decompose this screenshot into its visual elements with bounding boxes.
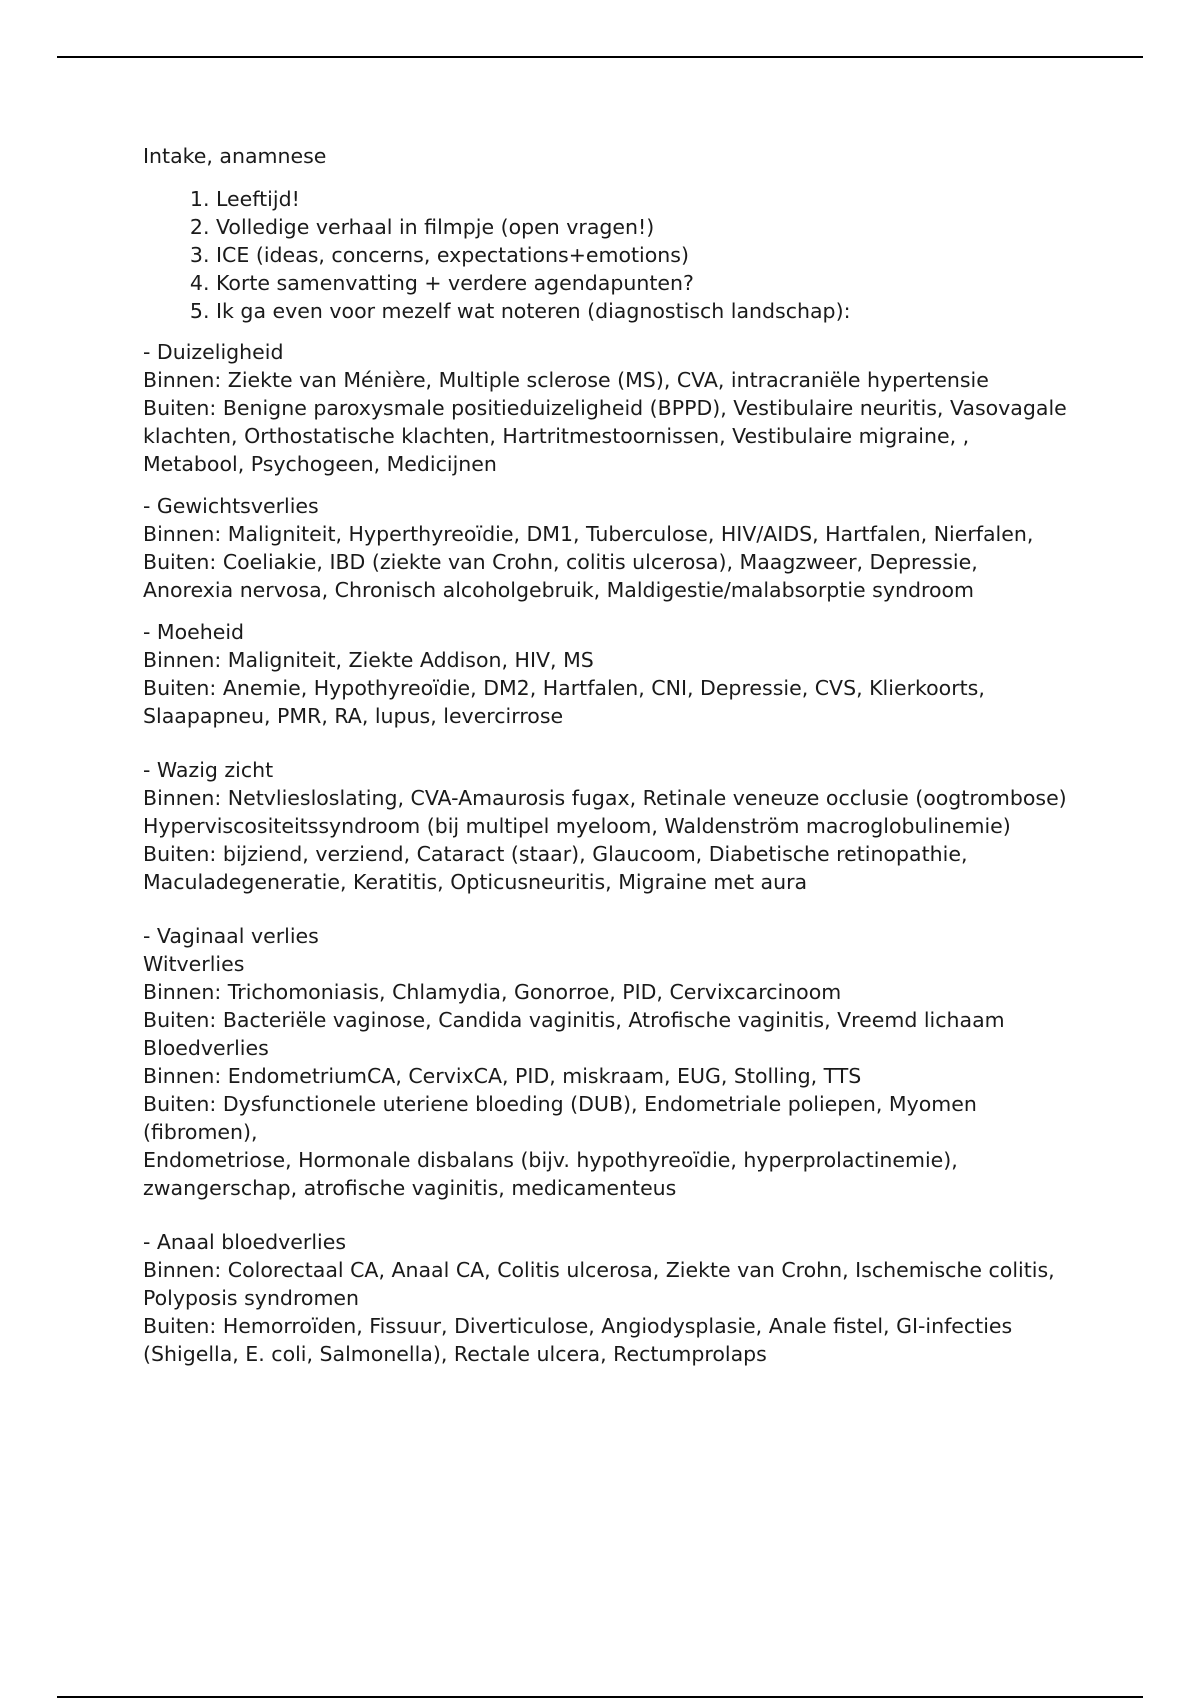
binnen-text: Binnen: Ziekte van Ménière, Multiple sclerose (MS), CVA, intracraniële hypertensie: [143, 368, 989, 392]
binnen-text: Binnen: Maligniteit, Ziekte Addison, HIV, MS: [143, 648, 594, 672]
section-duizeligheid: [143, 338, 1073, 478]
buiten-text: Buiten: Bacteriële vaginose, Candida vaginitis, Atrofische vaginitis, Vreemd lichaam: [143, 1008, 1005, 1032]
section-heading: - Vaginaal verlies: [143, 924, 319, 948]
list-item: 1. Leeftijd!: [216, 185, 1073, 213]
list-item: 3. ICE (ideas, concerns, expectations+emotions): [216, 241, 1073, 269]
buiten-text: Buiten: Dysfunctionele uteriene bloeding (DUB), Endometriale poliepen, Myomen (fibromen),: [143, 1092, 977, 1144]
section-heading: - Moeheid: [143, 620, 245, 644]
top-rule: [57, 56, 1143, 58]
section-heading: - Wazig zicht: [143, 758, 274, 782]
list-item: 2. Volledige verhaal in filmpje (open vragen!): [216, 213, 1073, 241]
section-vaginaal-verlies: [143, 922, 1073, 1202]
subheading-witverlies: Witverlies: [143, 952, 245, 976]
section-heading: - Gewichtsverlies: [143, 494, 319, 518]
intake-steps-list: [143, 185, 1073, 325]
buiten-text: Buiten: Hemorroïden, Fissuur, Diverticulose, Angiodysplasie, Anale fistel, GI-infecties (Shigella, E. coli, Salmonella), Rectale ulcera, Rectumprolaps: [143, 1314, 1013, 1366]
buiten-text-continued: Endometriose, Hormonale disbalans (bijv. hypothyreoïdie, hyperprolactinemie), zwangerschap, atrofische vaginitis, medicamenteus: [143, 1148, 958, 1200]
list-item: 4. Korte samenvatting + verdere agendapunten?: [216, 269, 1073, 297]
list-item: 5. Ik ga even voor mezelf wat noteren (diagnostisch landschap):: [216, 297, 1073, 325]
buiten-text: Buiten: bijziend, verziend, Cataract (staar), Glaucoom, Diabetische retinopathie, Maculadegeneratie, Keratitis, Opticusneuritis, Migraine met aura: [143, 842, 968, 894]
section-gewichtsverlies: [143, 492, 1073, 604]
binnen-text: Binnen: Maligniteit, Hyperthyreoïdie, DM1, Tuberculose, HIV/AIDS, Hartfalen, Nierfalen,: [143, 522, 1034, 546]
buiten-text: Buiten: Benigne paroxysmale positieduizeligheid (BPPD), Vestibulaire neuritis, Vasovagale klachten, Orthostatische klachten, Hartritmestoornissen, Vestibulaire migraine, , Metabool, Psychogeen, Medicijnen: [143, 396, 1067, 476]
section-heading: - Duizeligheid: [143, 340, 284, 364]
buiten-text: Buiten: Anemie, Hypothyreoïdie, DM2, Hartfalen, CNI, Depressie, CVS, Klierkoorts, Slaapapneu, PMR, RA, lupus, levercirrose: [143, 676, 985, 728]
subheading-bloedverlies: Bloedverlies: [143, 1036, 269, 1060]
section-anaal-bloedverlies: [143, 1228, 1073, 1368]
binnen-text: Binnen: EndometriumCA, CervixCA, PID, miskraam, EUG, Stolling, TTS: [143, 1064, 862, 1088]
section-moeheid: [143, 618, 1073, 730]
binnen-text: Binnen: Colorectaal CA, Anaal CA, Colitis ulcerosa, Ziekte van Crohn, Ischemische colitis, Polyposis syndromen: [143, 1258, 1055, 1310]
binnen-text: Binnen: Netvliesloslating, CVA-Amaurosis fugax, Retinale veneuze occlusie (oogtrombose) Hyperviscositeitssyndroom (bij multipel myeloom, Waldenström macroglobulinemie): [143, 786, 1067, 838]
document-title: Intake, anamnese: [143, 144, 327, 168]
section-wazig-zicht: [143, 756, 1073, 896]
document-body: [143, 142, 1073, 1382]
binnen-text: Binnen: Trichomoniasis, Chlamydia, Gonorroe, PID, Cervixcarcinoom: [143, 980, 842, 1004]
buiten-text: Buiten: Coeliakie, IBD (ziekte van Crohn, colitis ulcerosa), Maagzweer, Depressie, Anorexia nervosa, Chronisch alcoholgebruik, Maldigestie/malabsorptie syndroom: [143, 550, 978, 602]
section-heading: - Anaal bloedverlies: [143, 1230, 346, 1254]
bottom-rule: [57, 1696, 1143, 1698]
